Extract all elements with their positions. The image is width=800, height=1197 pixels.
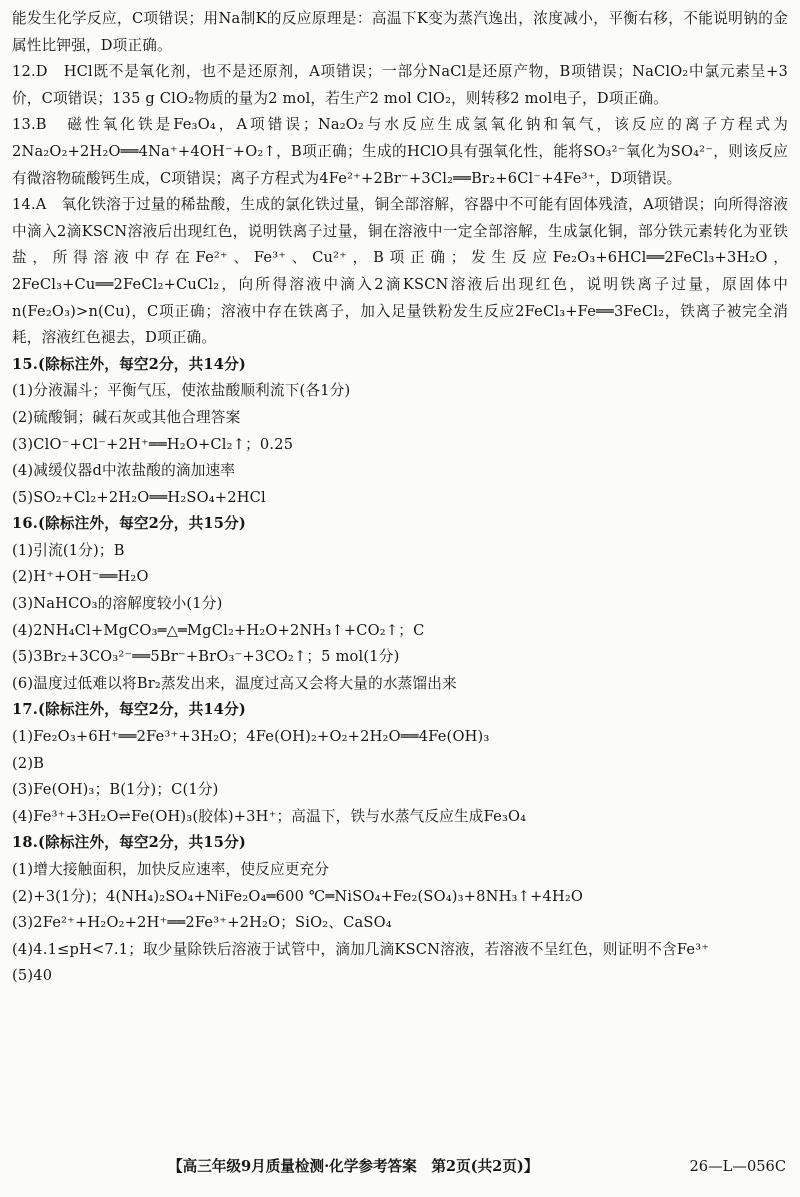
q17-part-3: (3)Fe(OH)₃；B(1分)；C(1分) [12,781,219,799]
question-17-heading: 17.(除标注外，每空2分，共14分) [12,701,246,719]
q15-part-4: (4)减缓仪器d中浓盐酸的滴加速率 [12,462,236,480]
footer-code: 26—L—056C [689,1158,786,1175]
q17-part-1: (1)Fe₂O₃+6H⁺══2Fe³⁺+3H₂O；4Fe(OH)₂+O₂+2H₂O══4Fe(OH)₃ [12,728,490,746]
answer-13: 13.B 磁性氧化铁是Fe₃O₄，A项错误；Na₂O₂与水反应生成氢氧化钠和氧气，该反应的离子方程式为2Na₂O₂+2H₂O══4Na⁺+4OH⁻+O₂↑，B项正确；生成的HClO具有强氧化性，能将SO₃²⁻氧化为SO₄²⁻，则该反应有微溶物硫酸钙生成，C项错误；离子方程式为4Fe²⁺+2Br⁻+3Cl₂══Br₂+6Cl⁻+4Fe³⁺，D项错误。 [12,116,788,187]
question-18-heading: 18.(除标注外，每空2分，共15分) [12,834,246,852]
q16-part-5: (5)3Br₂+3CO₃²⁻══5Br⁻+BrO₃⁻+3CO₂↑；5 mol(1分) [12,648,400,666]
answer-content [12,6,788,990]
page-footer [0,1153,800,1181]
q18-part-4: (4)4.1≤pH<7.1；取少量除铁后溶液于试管中，滴加几滴KSCN溶液，若溶液不呈红色，则证明不含Fe³⁺ [12,940,710,958]
answer-14: 14.A 氧化铁溶于过量的稀盐酸，生成的氯化铁过量，铜全部溶解，容器中不可能有固体残渣，A项错误；向所得溶液中滴入2滴KSCN溶液后出现红色，说明铁离子过量，铜在溶液中一定全部溶解，生成氯化铜，部分铁元素转化为亚铁盐，所得溶液中存在Fe²⁺、Fe³⁺、Cu²⁺，B项正确；发生反应Fe₂O₃+6HCl══2FeCl₃+3H₂O，2FeCl₃+Cu══2FeCl₂+CuCl₂，向所得溶液中滴入2滴KSCN溶液后出现红色，说明铁离子过量，原固体中n(Fe₂O₃)>n(Cu)，C项正确；溶液中存在铁离子，加入足量铁粉发生反应2FeCl₃+Fe══3FeCl₂，铁离子被完全消耗，溶液红色褪去，D项正确。 [12,196,788,347]
q18-part-5: (5)40 [12,967,53,985]
q18-part-2: (2)+3(1分)；4(NH₄)₂SO₄+NiFe₂O₄═600 ℃═NiSO₄+Fe₂(SO₄)₃+8NH₃↑+4H₂O [12,887,584,905]
q16-part-1: (1)引流(1分)；B [12,541,125,559]
answer-11-continued: 能发生化学反应，C项错误；用Na制K的反应原理是：高温下K变为蒸汽逸出，浓度减小，平衡右移，不能说明钠的金属性比钾强，D项正确。 [12,10,788,54]
q16-part-3: (3)NaHCO₃的溶解度较小(1分) [12,595,223,613]
q15-part-3: (3)ClO⁻+Cl⁻+2H⁺══H₂O+Cl₂↑；0.25 [12,435,294,453]
q17-part-4: (4)Fe³⁺+3H₂O⇌Fe(OH)₃(胶体)+3H⁺；高温下，铁与水蒸气反应生成Fe₃O₄ [12,807,527,825]
q18-part-3: (3)2Fe²⁺+H₂O₂+2H⁺══2Fe³⁺+2H₂O；SiO₂、CaSO₄ [12,914,392,932]
q15-part-5: (5)SO₂+Cl₂+2H₂O══H₂SO₄+2HCl [12,488,266,506]
question-15-heading: 15.(除标注外，每空2分，共14分) [12,355,246,373]
q16-part-6: (6)温度过低难以将Br₂蒸发出来，温度过高又会将大量的水蒸馏出来 [12,674,457,692]
q18-part-1: (1)增大接触面积，加快反应速率，使反应更充分 [12,861,330,878]
q17-part-2: (2)B [12,754,45,772]
footer-title: 【高三年级9月质量检测·化学参考答案 第2页(共2页)】 [168,1158,539,1175]
q15-part-1: (1)分液漏斗；平衡气压，使浓盐酸顺利流下(各1分) [12,382,351,400]
q15-part-2: (2)硫酸铜；碱石灰或其他合理答案 [12,408,241,426]
q16-part-2: (2)H⁺+OH⁻══H₂O [12,568,149,586]
q16-part-4: (4)2NH₄Cl+MgCO₃═△═MgCl₂+H₂O+2NH₃↑+CO₂↑；C [12,621,425,639]
question-16-heading: 16.(除标注外，每空2分，共15分) [12,515,246,533]
answer-12: 12.D HCl既不是氧化剂，也不是还原剂，A项错误；一部分NaCl是还原产物，B项错误；NaClO₂中氯元素呈+3价，C项错误；135 g ClO₂物质的量为2 mol，若生产2 mol ClO₂，则转移2 mol电子，D项正确。 [12,63,788,107]
